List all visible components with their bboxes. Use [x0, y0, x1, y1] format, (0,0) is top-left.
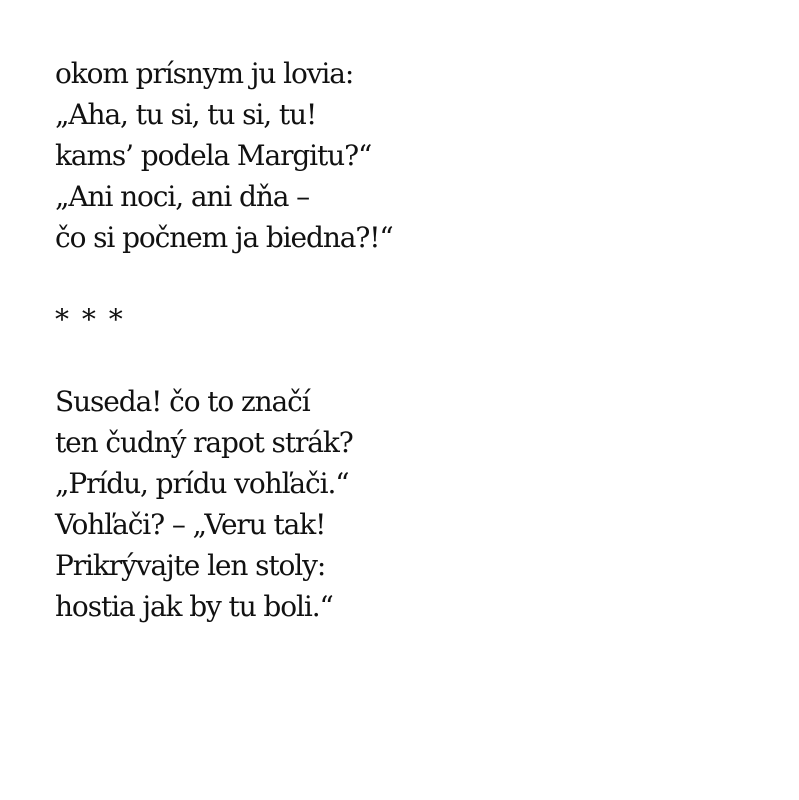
poem-line: „Ani noci, ani dňa –: [55, 180, 310, 213]
poem-line: Suseda! čo to značí: [55, 385, 310, 418]
poem-line: kams’ podela Margitu?“: [55, 139, 372, 172]
poem-line: okom prísnym ju lovia:: [55, 57, 354, 90]
stanza-gap: [55, 258, 755, 299]
poem-text: [55, 53, 755, 627]
poem-line: Vohľači? – „Veru tak!: [55, 508, 326, 541]
poem-line: ten čudný rapot strák?: [55, 426, 353, 459]
poem-line: hostia jak by tu boli.“: [55, 590, 333, 623]
poem-line: čo si počnem ja biedna?!“: [55, 221, 393, 254]
section-separator: * * *: [55, 303, 125, 336]
poem-line: „Prídu, prídu vohľači.“: [55, 467, 349, 500]
poem-line: Prikrývajte len stoly:: [55, 549, 326, 582]
stanza-gap: [55, 340, 755, 381]
poem-line: „Aha, tu si, tu si, tu!: [55, 98, 317, 131]
